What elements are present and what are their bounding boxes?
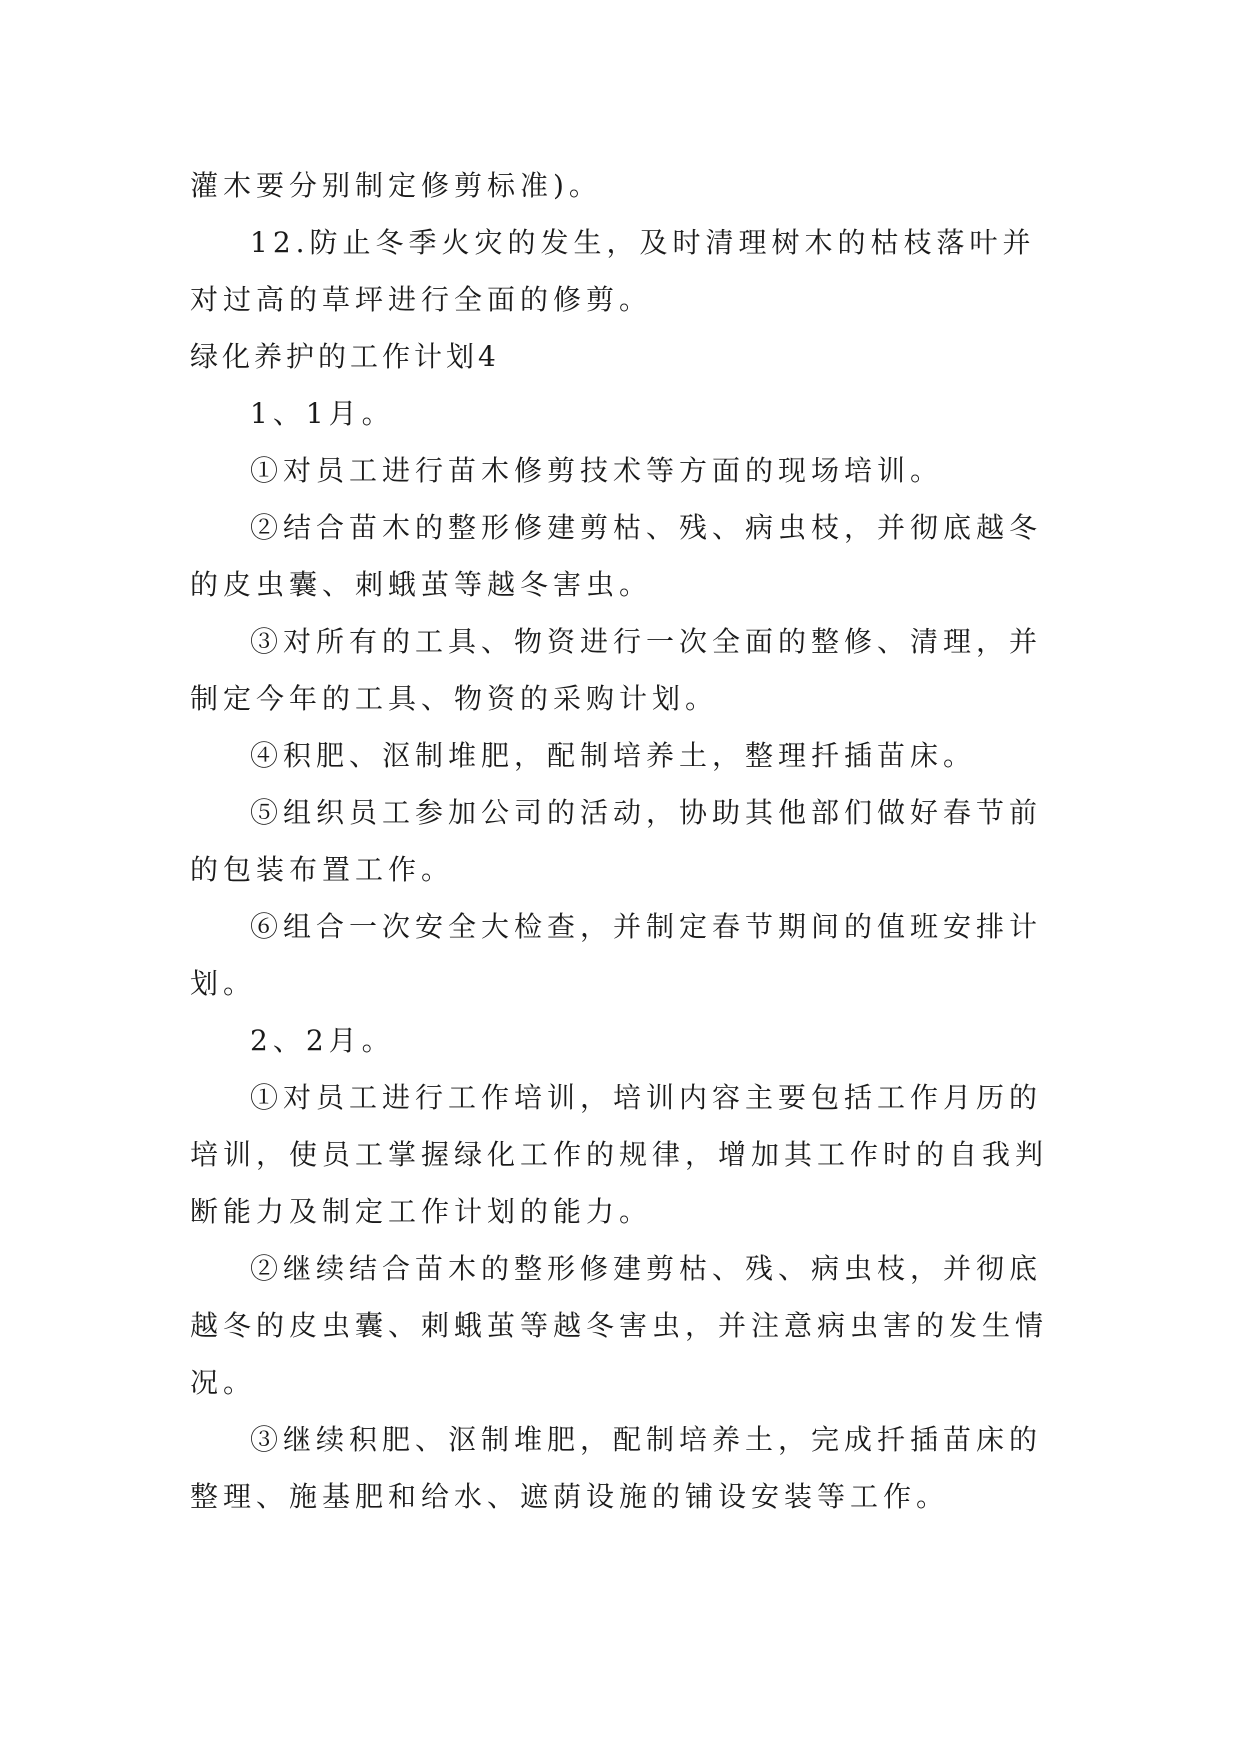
text-line: 的包装布置工作。 (190, 853, 455, 886)
text-line: 况。 (190, 1366, 257, 1399)
text-line: 培训，使员工掌握绿化工作的规律，增加其工作时的自我判 (190, 1138, 1049, 1171)
text-line: 断能力及制定工作计划的能力。 (190, 1195, 653, 1228)
text-line: ⑤组织员工参加公司的活动，协助其他部们做好春节前 (250, 796, 1043, 829)
text-line: 灌木要分别制定修剪标准)。 (190, 169, 602, 202)
text-line: ③继续积肥、沤制堆肥，配制培养土，完成扦插苗床的 (250, 1423, 1043, 1456)
text-line: 的皮虫囊、刺蛾茧等越冬害虫。 (190, 568, 653, 601)
text-line: 对过高的草坪进行全面的修剪。 (190, 283, 653, 316)
text-line: ②继续结合苗木的整形修建剪枯、残、病虫枝，并彻底 (250, 1252, 1043, 1285)
text-line: ④积肥、沤制堆肥，配制培养土，整理扦插苗床。 (250, 739, 977, 772)
text-line: 12.防止冬季火灾的发生，及时清理树木的枯枝落叶并 (250, 226, 1036, 259)
month-heading: 2、2月。 (250, 1024, 395, 1057)
text-line: ③对所有的工具、物资进行一次全面的整修、清理，并 (250, 625, 1043, 658)
month-heading: 1、1月。 (250, 397, 395, 430)
text-line: 制定今年的工具、物资的采购计划。 (190, 682, 719, 715)
text-line: ①对员工进行苗木修剪技术等方面的现场培训。 (250, 454, 944, 487)
text-line: ⑥组合一次安全大检查，并制定春节期间的值班安排计 (250, 910, 1043, 943)
section-heading: 绿化养护的工作计划4 (190, 340, 500, 373)
text-line: 整理、施基肥和给水、遮荫设施的铺设安装等工作。 (190, 1480, 950, 1513)
text-line: ①对员工进行工作培训，培训内容主要包括工作月历的 (250, 1081, 1043, 1114)
text-line: ②结合苗木的整形修建剪枯、残、病虫枝，并彻底越冬 (250, 511, 1043, 544)
text-line: 越冬的皮虫囊、刺蛾茧等越冬害虫，并注意病虫害的发生情 (190, 1309, 1049, 1342)
text-line: 划。 (190, 967, 257, 1000)
